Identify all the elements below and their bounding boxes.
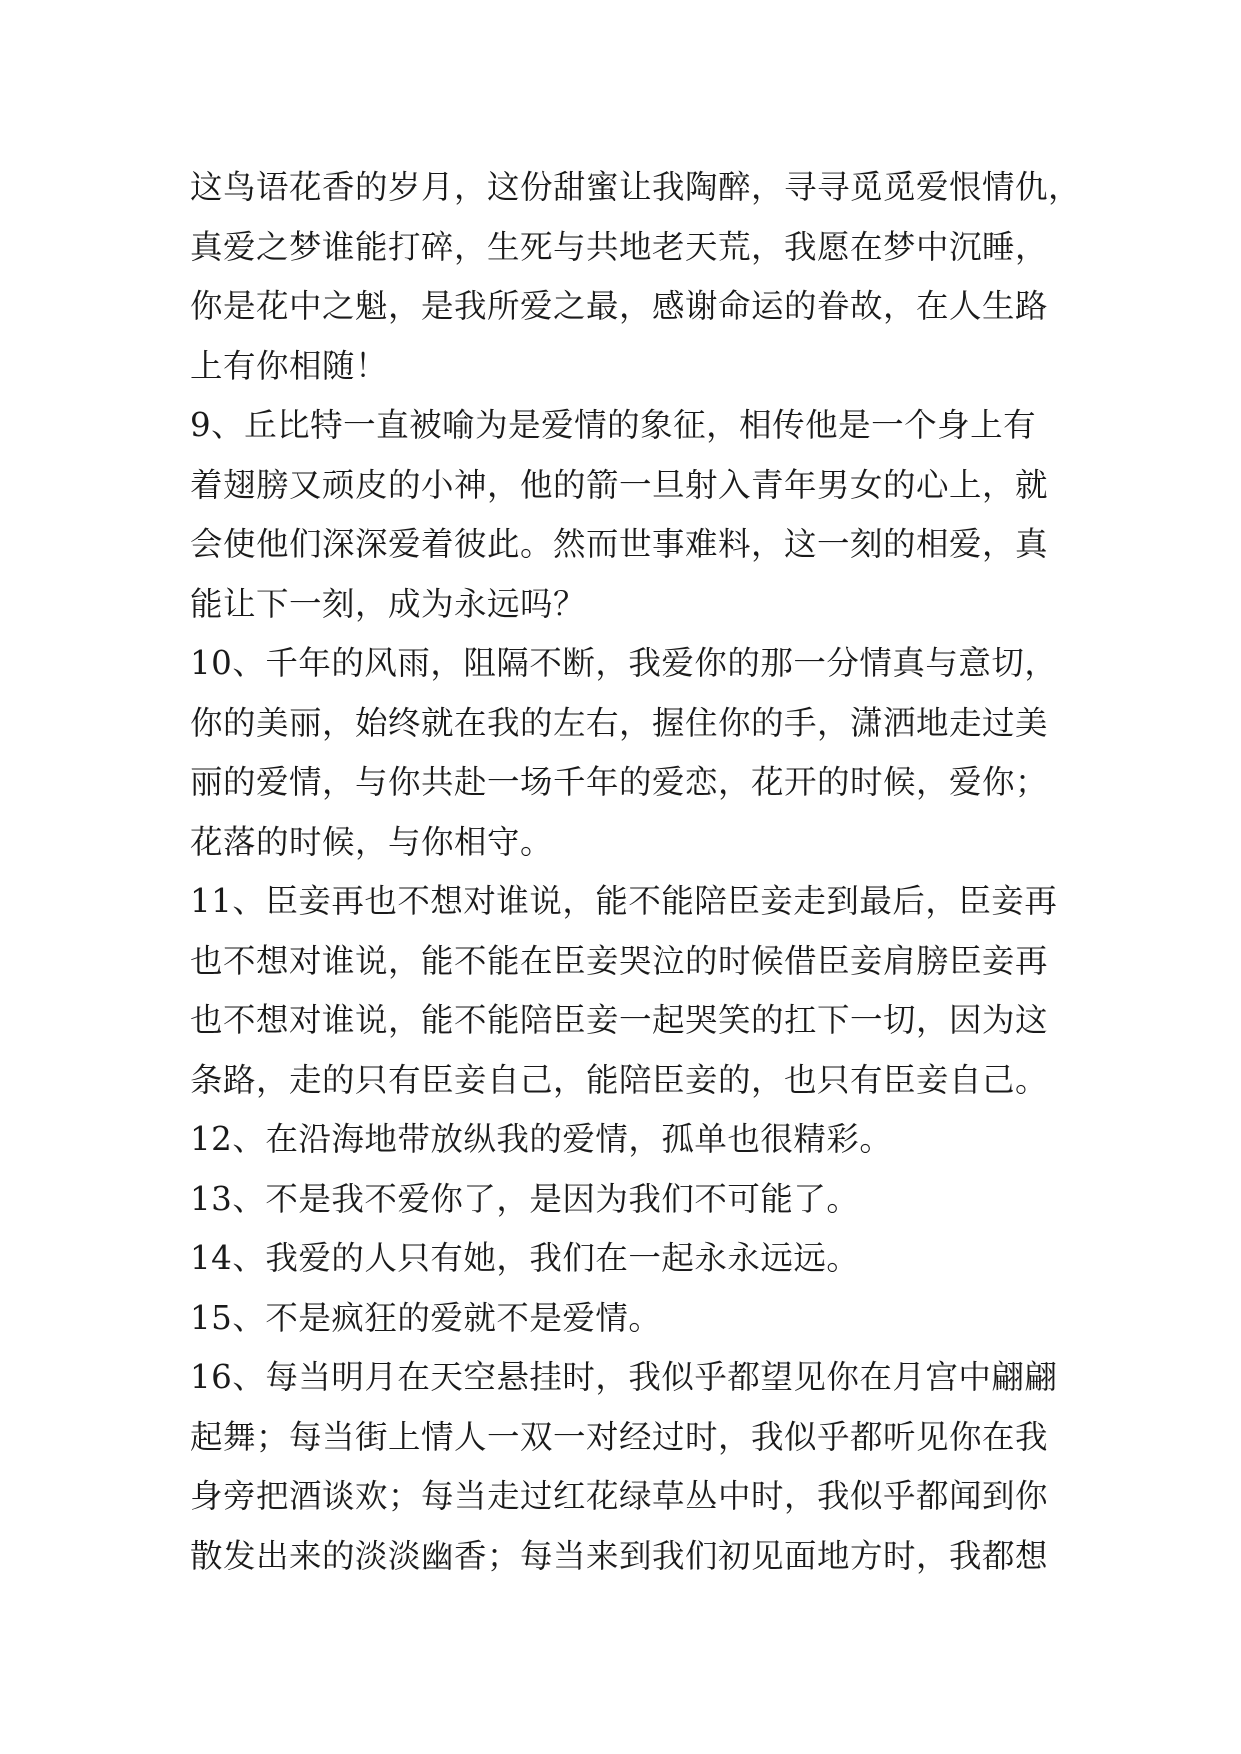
text-line: 10、千年的风雨，阻隔不断，我爱你的那一分情真与意切， — [190, 644, 1058, 682]
text-line: 着翅膀又顽皮的小神，他的箭一旦射入青年男女的心上，就 — [190, 465, 1049, 504]
text-line: 花落的时候，与你相守。 — [190, 822, 554, 861]
text-line: 你的美丽，始终就在我的左右，握住你的手，潇洒地走过美 — [190, 703, 1049, 742]
text-line: 能让下一刻，成为永远吗？ — [190, 584, 587, 623]
text-line: 12、在沿海地带放纵我的爱情，孤单也很精彩。 — [190, 1120, 893, 1158]
text-line: 这鸟语花香的岁月，这份甜蜜让我陶醉，寻寻觅觅爱恨情仇， — [190, 168, 1082, 206]
text-line: 11、臣妾再也不想对谁说，能不能陪臣妾走到最后，臣妾再 — [190, 882, 1058, 920]
text-line: 也不想对谁说，能不能在臣妾哭泣的时候借臣妾肩膀臣妾再 — [190, 941, 1049, 980]
text-line: 15、不是疯狂的爱就不是爱情。 — [190, 1298, 662, 1337]
text-line: 14、我爱的人只有她，我们在一起永永远远。 — [190, 1239, 860, 1277]
text-line: 起舞；每当街上情人一双一对经过时，我似乎都听见你在我 — [190, 1417, 1049, 1456]
text-line: 丽的爱情，与你共赴一场千年的爱恋，花开的时候，爱你； — [190, 763, 1049, 801]
text-line: 会使他们深深爱着彼此。然而世事难料，这一刻的相爱，真 — [190, 525, 1049, 563]
body-text — [190, 158, 1090, 1586]
text-line: 真爱之梦谁能打碎，生死与共地老天荒，我愿在梦中沉睡， — [190, 227, 1049, 266]
text-line: 你是花中之魁，是我所爱之最，感谢命运的眷故，在人生路 — [190, 287, 1049, 325]
text-line: 条路，走的只有臣妾自己，能陪臣妾的，也只有臣妾自己。 — [190, 1060, 1049, 1099]
text-line: 也不想对谁说，能不能陪臣妾一起哭笑的扛下一切，因为这 — [190, 1001, 1049, 1039]
text-line: 身旁把酒谈欢；每当走过红花绿草丛中时，我似乎都闻到你 — [190, 1477, 1049, 1515]
text-line: 9、丘比特一直被喻为是爱情的象征，相传他是一个身上有 — [190, 406, 1037, 444]
text-line: 13、不是我不爱你了，是因为我们不可能了。 — [190, 1179, 860, 1218]
text-line: 散发出来的淡淡幽香；每当来到我们初见面地方时，我都想 — [190, 1536, 1049, 1575]
text-line: 上有你相随！ — [190, 346, 389, 385]
text-line: 16、每当明月在天空悬挂时，我似乎都望见你在月宫中翩翩 — [190, 1358, 1058, 1396]
